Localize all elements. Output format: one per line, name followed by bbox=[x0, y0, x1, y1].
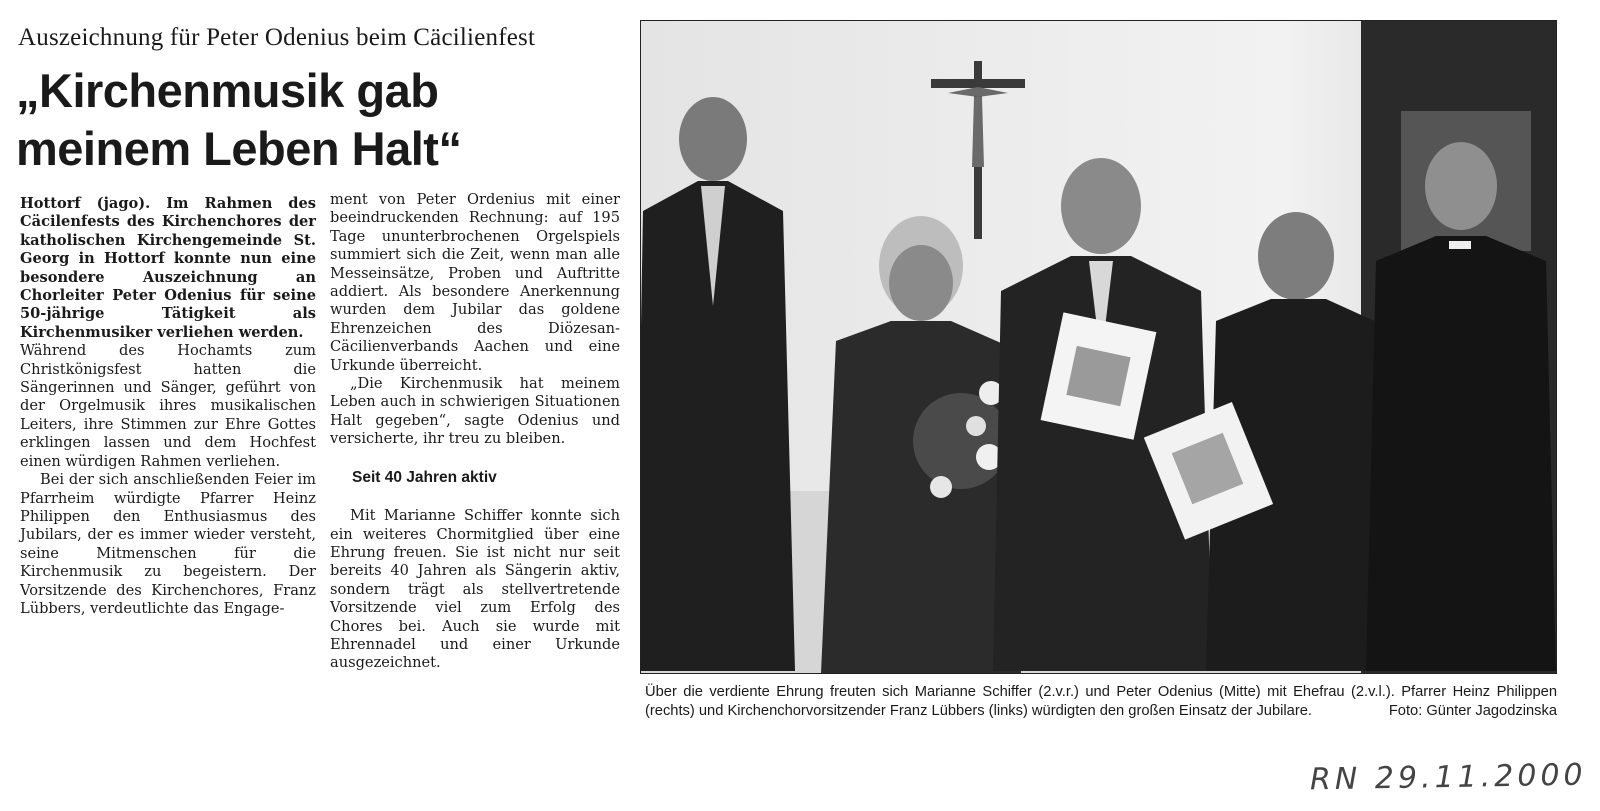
article-paragraph-2a: Bei der sich anschließenden Feier im Pfarrheim würdigte Pfarrer Heinz Philippen den Enthusiasmus des Jubilars, der es immer wieder versteht, seine Mitmenschen für die Kirchenmusik zu begeistern. Der Vorsitzende des Kirchenchores, Franz Lübbers, verdeutlichte das Engage- bbox=[20, 471, 316, 617]
headline-line-1: „Kirchenmusik gab bbox=[16, 64, 439, 117]
article-column-1 bbox=[20, 195, 316, 618]
article-column-2 bbox=[330, 191, 620, 673]
handwritten-date: RN 29.11.2000 bbox=[1309, 757, 1587, 798]
photo-credit: Foto: Günter Jagodzinska bbox=[1388, 703, 1557, 719]
article-kicker: Auszeichnung für Peter Odenius beim Cäcilienfest bbox=[18, 24, 536, 51]
group-photo bbox=[640, 20, 1557, 674]
article-paragraph-2b: ment von Peter Ordenius mit einer beeindruckenden Rechnung: auf 195 Tage ununterbrochenen Orgelspiels summiert sich die Zeit, wenn man alle Messeinsätze, Proben und Auftritte addiert. Als besondere Anerkennung wurden dem Jubilar das goldene Ehrenzeichen des Diözesan-Cäcilienverbands Aachen und eine Urkunde überreicht. bbox=[330, 191, 620, 374]
caption-text: Über die verdiente Ehrung freuten sich Marianne Schiffer (2.v.r.) und Peter Odenius (Mitte) mit Ehefrau (2.v.l.). Pfarrer Heinz Philippen (rechts) und Kirchenchorvorsitzender Franz Lübbers (links) würdigten den großen Einsatz der Jubilare. bbox=[645, 684, 1557, 719]
photo-caption bbox=[645, 683, 1557, 721]
article-paragraph-1: Während des Hochamts zum Christkönigsfest hatten die Sängerinnen und Sänger, geführt von der Orgelmusik ihres musikalischen Leiters, ihre Stimmen zur Ehre Gottes erklingen lassen und dem Hochfest einen würdigen Rahmen verliehen. bbox=[20, 342, 316, 470]
article-subhead: Seit 40 Jahren aktiv bbox=[352, 468, 497, 486]
headline-line-2: meinem Leben Halt“ bbox=[16, 122, 462, 175]
article-paragraph-4: Mit Marianne Schiffer konnte sich ein weiteres Chormitglied über eine Ehrung freuen. Sie ist nicht nur seit bereits 40 Jahren als Sängerin aktiv, sondern trägt als stellvertretende Vorsitzende viel zum Erfolg des Chores bei. Auch sie wurde mit Ehrennadel und einer Urkunde ausgezeichnet. bbox=[330, 507, 620, 672]
article-paragraph-3: „Die Kirchenmusik hat meinem Leben auch in schwierigen Situationen Halt gegeben“, sagte Odenius und versicherte, ihr treu zu bleiben. bbox=[330, 375, 620, 448]
article-headline bbox=[16, 62, 626, 178]
article-lead: Hottorf (jago). Im Rahmen des Cäcilenfests des Kirchenchores der katholischen Kirchengemeinde St. Georg in Hottorf konnte nun eine besondere Auszeichnung an Chorleiter Peter Odenius für seine 50-jährige Tätigkeit als Kirchenmusiker verliehen werden. bbox=[20, 195, 316, 341]
